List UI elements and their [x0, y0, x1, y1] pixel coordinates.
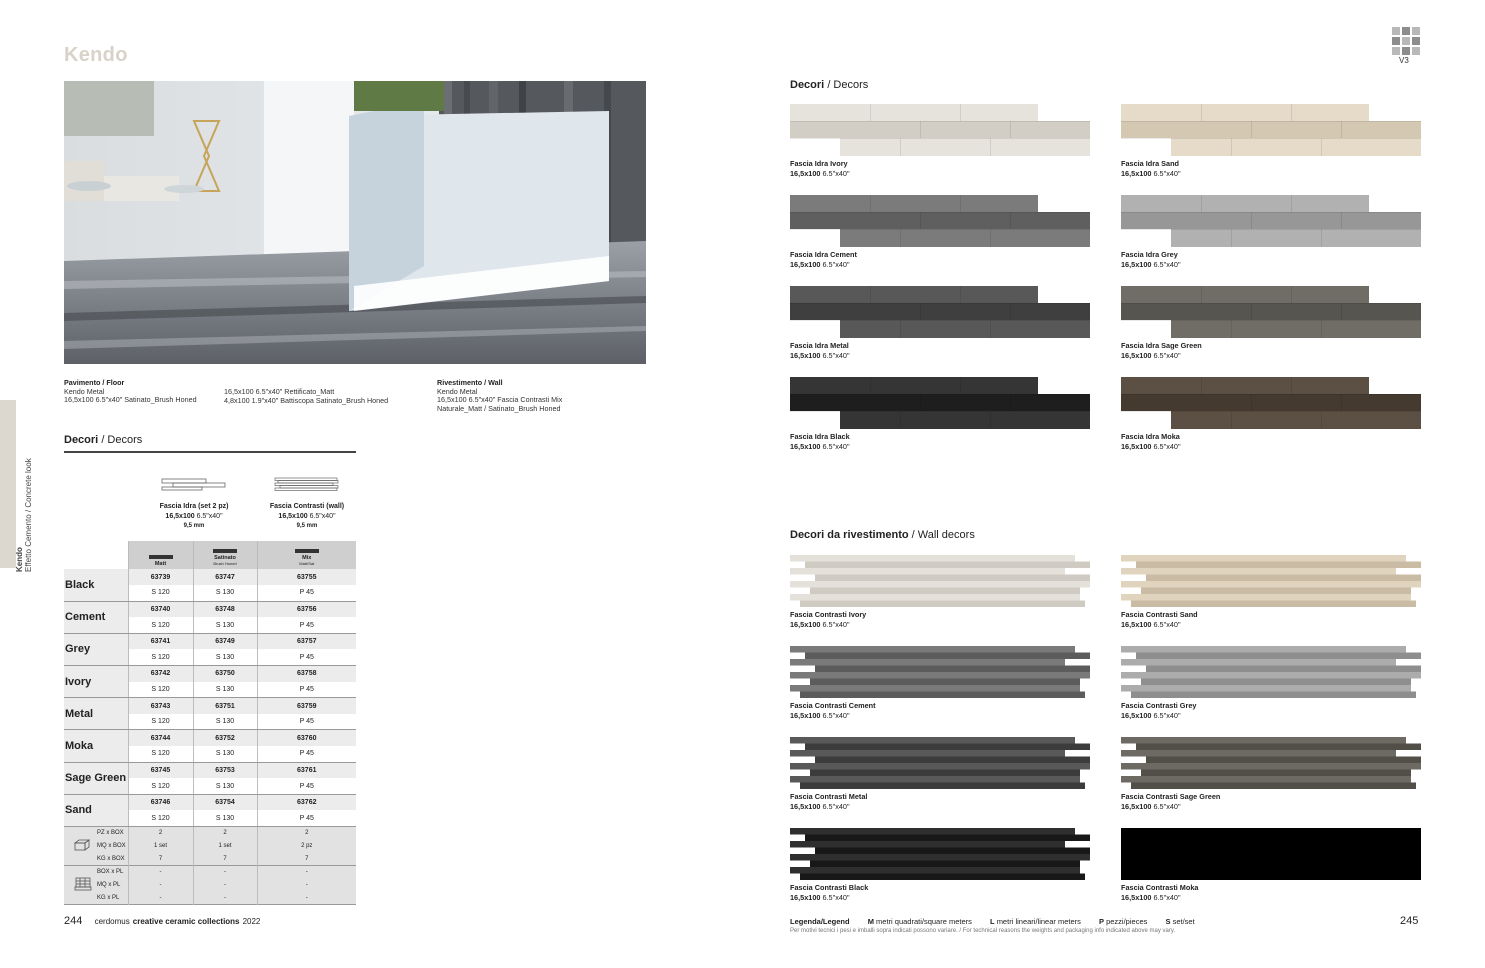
- decor-size-imperial: 6.5"x40": [822, 892, 850, 902]
- decor-name: Fascia Idra Sand: [1121, 159, 1179, 168]
- wall-line-1: 16,5x100 6.5"x40" Fascia Contrasti Mix: [437, 395, 563, 405]
- fascia-idra-shape-icon: [161, 477, 227, 496]
- tile-profile-icon: [213, 549, 237, 553]
- packing-label: PZ x BOX: [64, 827, 128, 840]
- pallet-row: [64, 866, 356, 879]
- decor-size-imperial: 6.5"x40": [1153, 710, 1181, 720]
- pallet-label: BOX x PL: [64, 866, 128, 879]
- floor-line-3: 4,8x100 1.9"x40" Battiscopa Satinato_Brush Honed: [224, 395, 389, 405]
- product-size-imperial: 6.5"x40": [309, 512, 336, 520]
- decor-tile-swatch: [790, 646, 1090, 698]
- decor-size-metric: 16,5x100: [1121, 619, 1152, 629]
- decor-label: [790, 432, 850, 451]
- article-code: 63743: [128, 698, 193, 714]
- floor-product: Kendo Metal: [64, 386, 105, 396]
- logo-text: V3: [1399, 56, 1409, 65]
- article-code: 63759: [257, 698, 356, 714]
- table-row: [64, 633, 356, 649]
- box-icon: [74, 838, 90, 856]
- row-color-name: Sand: [64, 794, 128, 826]
- article-code: 63744: [128, 730, 193, 746]
- price-unit: S 120: [128, 714, 193, 730]
- hero-interior-photo: [64, 81, 646, 364]
- decor-label: [790, 159, 850, 178]
- decor-tile-swatch: [1121, 646, 1421, 698]
- decor-name: Fascia Contrasti Sand: [1121, 610, 1198, 619]
- decors-heading-sub: / Decors: [827, 79, 869, 91]
- decor-name: Fascia Idra Black: [790, 432, 850, 441]
- decor-size-metric: 16,5x100: [790, 168, 821, 178]
- article-code: 63748: [193, 601, 257, 617]
- floor-caption-extra: [224, 388, 434, 405]
- product-thickness: 9,5 mm: [296, 523, 318, 529]
- pallet-icon: [74, 877, 92, 896]
- tile-profile-icon: [149, 555, 173, 559]
- footer-brand: cerdomus: [94, 917, 130, 926]
- decor-size-imperial: 6.5"x40": [822, 350, 850, 360]
- decor-tile-swatch: [1121, 828, 1421, 880]
- product-label-fascia-contrasti: [248, 502, 366, 532]
- article-code: 63750: [193, 666, 257, 682]
- footer-year: 2022: [242, 917, 261, 926]
- price-unit: S 130: [193, 585, 257, 601]
- row-color-name: Sage Green: [64, 762, 128, 794]
- decor-size-metric: 16,5x100: [1121, 710, 1152, 720]
- table-row: [64, 601, 356, 617]
- decor-tile-swatch: [1121, 104, 1421, 156]
- decor-name: Fascia Contrasti Black: [790, 883, 869, 892]
- table-row: [64, 762, 356, 778]
- decor-label: [1121, 701, 1196, 720]
- article-code: 63746: [128, 794, 193, 810]
- price-unit: P 45: [257, 617, 356, 633]
- article-code: 63745: [128, 762, 193, 778]
- price-unit: P 45: [257, 714, 356, 730]
- packing-value: 1 set: [193, 840, 257, 853]
- pallet-label: MQ x PL: [64, 879, 128, 892]
- packing-label: MQ x BOX: [64, 840, 128, 853]
- article-code: 63752: [193, 730, 257, 746]
- packing-row: [64, 827, 356, 840]
- decor-name: Fascia Contrasti Cement: [790, 701, 876, 710]
- decor-label: [790, 883, 868, 902]
- decors-section-heading-right: [790, 79, 868, 91]
- decor-size-imperial: 6.5"x40": [822, 710, 850, 720]
- wall-line-2: Naturale_Matt / Satinato_Brush Honed: [437, 403, 561, 413]
- packing-value: 7: [193, 853, 257, 866]
- legend: [790, 917, 1211, 926]
- product-size-imperial: 6.5"x40": [196, 512, 223, 520]
- pallet-row: [64, 879, 356, 892]
- wall-heading: Rivestimento / Wall: [437, 378, 503, 387]
- table-header-matt: Matt: [128, 541, 193, 569]
- fascia-contrasti-shape-icon: [274, 477, 340, 496]
- decor-size-metric: 16,5x100: [790, 710, 821, 720]
- price-unit: S 120: [128, 617, 193, 633]
- article-code: 63740: [128, 601, 193, 617]
- decor-label: [1121, 610, 1198, 629]
- product-size-metric: 16,5x100: [278, 512, 308, 520]
- table-row: [64, 698, 356, 714]
- decor-size-imperial: 6.5"x40": [822, 168, 850, 178]
- right-page-number: 245: [1400, 915, 1419, 927]
- decor-name: Fascia Idra Moka: [1121, 432, 1180, 441]
- decor-name: Fascia Idra Grey: [1121, 250, 1178, 259]
- table-header-satinato: Satinato Brush Honed: [193, 541, 257, 569]
- decor-size-imperial: 6.5"x40": [822, 801, 850, 811]
- article-code: 63758: [257, 666, 356, 682]
- row-color-name: Ivory: [64, 666, 128, 698]
- decor-size-metric: 16,5x100: [790, 801, 821, 811]
- price-unit: S 120: [128, 810, 193, 826]
- row-color-name: Grey: [64, 633, 128, 665]
- decor-size-imperial: 6.5"x40": [1153, 259, 1181, 269]
- pallet-value: -: [257, 866, 356, 879]
- table-row: [64, 569, 356, 585]
- wall-heading-sub: / Wall decors: [911, 529, 975, 541]
- packing-value: 2 pz: [257, 840, 356, 853]
- decor-size-imperial: 6.5"x40": [822, 441, 850, 451]
- decor-label: [1121, 792, 1220, 811]
- article-code: 63751: [193, 698, 257, 714]
- legend-item: S set/set: [1165, 917, 1195, 926]
- table-row: [64, 666, 356, 682]
- decor-label: [790, 341, 850, 360]
- decor-label: [790, 250, 857, 269]
- decor-label: [1121, 159, 1181, 178]
- decor-label: [1121, 250, 1181, 269]
- packing-value: 2: [193, 827, 257, 840]
- article-code: 63755: [257, 569, 356, 585]
- decor-name: Fascia Idra Cement: [790, 250, 857, 259]
- wall-product: Kendo Metal: [437, 386, 478, 396]
- decors-section-heading: [64, 434, 142, 446]
- packing-value: 2: [257, 827, 356, 840]
- product-name: Fascia Contrasti (wall): [269, 503, 345, 510]
- decors-heading-sub: / Decors: [101, 434, 143, 446]
- decor-tile-swatch: [790, 737, 1090, 789]
- price-unit: P 45: [257, 649, 356, 665]
- side-section-label: [15, 458, 33, 572]
- decor-name: Fascia Contrasti Sage Green: [1121, 792, 1221, 801]
- pallet-value: -: [128, 866, 193, 879]
- row-color-name: Moka: [64, 730, 128, 762]
- side-color-strip: [0, 400, 16, 568]
- page-title: Kendo: [64, 44, 128, 66]
- article-code: 63756: [257, 601, 356, 617]
- table-header-mix: Mix Matt/Sat: [257, 541, 356, 569]
- decor-label: [1121, 432, 1181, 451]
- decor-tile-swatch: [790, 555, 1090, 607]
- left-page-footer: [64, 915, 260, 927]
- price-unit: S 130: [193, 714, 257, 730]
- floor-line-2: 16,5x100 6.5"x40" Rettificato_Matt: [224, 387, 335, 396]
- decor-size-metric: 16,5x100: [1121, 350, 1152, 360]
- decor-size-metric: 16,5x100: [1121, 801, 1152, 811]
- price-table: [64, 541, 356, 905]
- pallet-value: -: [257, 879, 356, 892]
- legend-item: L metri lineari/linear meters: [990, 917, 1081, 926]
- price-unit: S 130: [193, 649, 257, 665]
- wall-caption: [437, 379, 647, 413]
- decor-tile-swatch: [790, 195, 1090, 247]
- decor-name: Fascia Contrasti Metal: [790, 792, 868, 801]
- decor-size-imperial: 6.5"x40": [822, 259, 850, 269]
- price-unit: S 120: [128, 682, 193, 698]
- decor-size-imperial: 6.5"x40": [1153, 619, 1181, 629]
- product-thickness: 9,5 mm: [183, 523, 205, 529]
- pallet-value: -: [193, 892, 257, 905]
- price-unit: S 130: [193, 778, 257, 794]
- decor-size-imperial: 6.5"x40": [1153, 892, 1181, 902]
- legend-title: Legenda/Legend: [790, 917, 850, 926]
- floor-caption: [64, 379, 224, 405]
- decor-size-metric: 16,5x100: [790, 619, 821, 629]
- decor-size-imperial: 6.5"x40": [1153, 168, 1181, 178]
- decor-tile-swatch: [790, 104, 1090, 156]
- pallet-label: KG x PL: [64, 892, 128, 905]
- price-unit: S 130: [193, 746, 257, 762]
- decor-tile-swatch: [1121, 555, 1421, 607]
- packing-value: 7: [257, 853, 356, 866]
- decor-size-metric: 16,5x100: [790, 350, 821, 360]
- decor-tile-swatch: [1121, 737, 1421, 789]
- decors-heading-main: Decori: [790, 79, 825, 91]
- decor-label: [1121, 883, 1198, 902]
- decor-tile-swatch: [790, 286, 1090, 338]
- decor-name: Fascia Idra Metal: [790, 341, 849, 350]
- decor-tile-swatch: [790, 377, 1090, 429]
- decors-heading-main: Decori: [64, 434, 99, 446]
- footer-collection: creative ceramic collections: [132, 917, 240, 926]
- table-row: [64, 730, 356, 746]
- price-unit: S 120: [128, 746, 193, 762]
- decor-size-metric: 16,5x100: [1121, 892, 1152, 902]
- decor-size-imperial: 6.5"x40": [1153, 350, 1181, 360]
- price-unit: P 45: [257, 810, 356, 826]
- decor-label: [790, 701, 876, 720]
- row-color-name: Metal: [64, 698, 128, 730]
- pallet-row: [64, 892, 356, 905]
- price-unit: S 130: [193, 682, 257, 698]
- pallet-value: -: [193, 879, 257, 892]
- packing-label: KG x BOX: [64, 853, 128, 866]
- decor-tile-swatch: [1121, 377, 1421, 429]
- decor-size-metric: 16,5x100: [790, 892, 821, 902]
- price-unit: S 120: [128, 778, 193, 794]
- article-code: 63742: [128, 666, 193, 682]
- side-brand: Kendo: [15, 547, 24, 572]
- article-code: 63741: [128, 633, 193, 649]
- decor-size-metric: 16,5x100: [790, 441, 821, 451]
- article-code: 63760: [257, 730, 356, 746]
- decor-size-metric: 16,5x100: [1121, 441, 1152, 451]
- product-name: Fascia Idra (set 2 pz): [159, 503, 229, 510]
- packing-value: 2: [128, 827, 193, 840]
- legend-item: P pezzi/pieces: [1098, 917, 1148, 926]
- table-header-blank: [64, 541, 128, 569]
- side-subtitle: Effetto Cemento / Concrete look: [24, 458, 33, 572]
- price-unit: S 130: [193, 617, 257, 633]
- decor-tile-swatch: [1121, 286, 1421, 338]
- tile-profile-icon: [295, 549, 319, 553]
- decor-name: Fascia Contrasti Ivory: [790, 610, 867, 619]
- decor-tile-swatch: [790, 828, 1090, 880]
- pallet-value: -: [128, 892, 193, 905]
- decor-tile-swatch: [1121, 195, 1421, 247]
- price-unit: S 120: [128, 585, 193, 601]
- left-page-number: 244: [64, 915, 83, 927]
- wall-decors-section-heading: [790, 529, 975, 541]
- product-size-metric: 16,5x100: [165, 512, 195, 520]
- price-unit: S 120: [128, 649, 193, 665]
- decor-size-imperial: 6.5"x40": [1153, 801, 1181, 811]
- wall-heading-main: Decori da rivestimento: [790, 529, 909, 541]
- article-code: 63753: [193, 762, 257, 778]
- pallet-value: -: [193, 866, 257, 879]
- packing-row: [64, 853, 356, 866]
- pallet-value: -: [257, 892, 356, 905]
- packing-value: 1 set: [128, 840, 193, 853]
- price-unit: P 45: [257, 778, 356, 794]
- article-code: 63739: [128, 569, 193, 585]
- product-label-fascia-idra: [135, 502, 253, 532]
- decor-size-imperial: 6.5"x40": [1153, 441, 1181, 451]
- article-code: 63749: [193, 633, 257, 649]
- article-code: 63761: [257, 762, 356, 778]
- price-unit: P 45: [257, 585, 356, 601]
- legend-item: M metri quadrati/square meters: [867, 917, 972, 926]
- price-unit: P 45: [257, 682, 356, 698]
- floor-heading: Pavimento / Floor: [64, 378, 125, 387]
- v3-logo-icon: [1392, 27, 1420, 55]
- decor-size-metric: 16,5x100: [1121, 168, 1152, 178]
- article-code: 63754: [193, 794, 257, 810]
- packing-value: 7: [128, 853, 193, 866]
- legend-note: Per motivi tecnici i pesi e imballi sopra indicati possono variare. / For technical reasons the weights and packaging info indicated above may vary.: [790, 928, 1176, 934]
- decors-heading-rule: [64, 451, 356, 453]
- decor-size-metric: 16,5x100: [1121, 259, 1152, 269]
- decor-size-imperial: 6.5"x40": [822, 619, 850, 629]
- article-code: 63757: [257, 633, 356, 649]
- row-color-name: Cement: [64, 601, 128, 633]
- decor-name: Fascia Contrasti Moka: [1121, 883, 1199, 892]
- decor-size-metric: 16,5x100: [790, 259, 821, 269]
- pallet-value: -: [128, 879, 193, 892]
- table-header-row: [64, 541, 356, 569]
- decor-name: Fascia Idra Ivory: [790, 159, 848, 168]
- table-row: [64, 794, 356, 810]
- price-unit: S 130: [193, 810, 257, 826]
- row-color-name: Black: [64, 569, 128, 601]
- packing-row: [64, 840, 356, 853]
- decor-name: Fascia Contrasti Grey: [1121, 701, 1197, 710]
- decor-label: [1121, 341, 1202, 360]
- article-code: 63747: [193, 569, 257, 585]
- decor-name: Fascia Idra Sage Green: [1121, 341, 1202, 350]
- decor-label: [790, 792, 867, 811]
- floor-line-1: 16,5x100 6.5"x40" Satinato_Brush Honed: [64, 395, 197, 405]
- article-code: 63762: [257, 794, 356, 810]
- price-unit: P 45: [257, 746, 356, 762]
- decor-label: [790, 610, 866, 629]
